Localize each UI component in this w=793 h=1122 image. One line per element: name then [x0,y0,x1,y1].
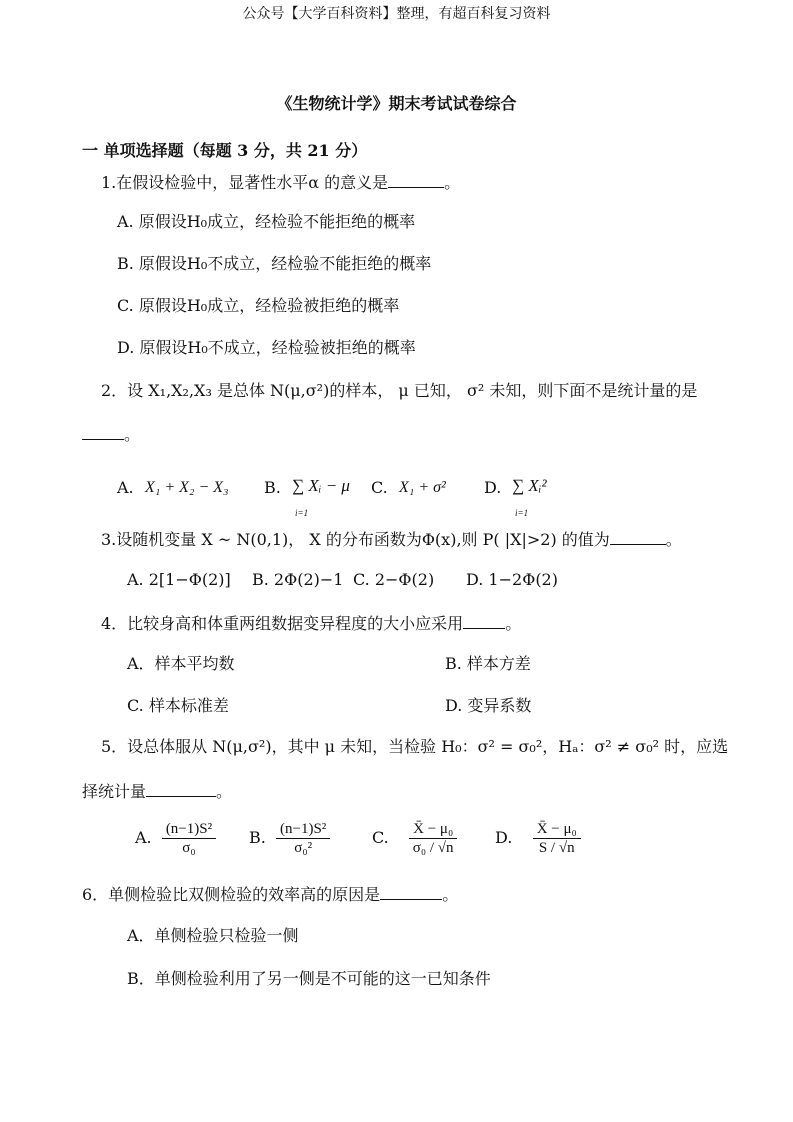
q6-option-b: B．单侧检验利用了另一侧是不可能的这一已知条件 [127,969,491,988]
exam-title: 《生物统计学》期末考试试卷综合 [276,94,517,113]
q5-option-a: A. $\frac{\text{(n−1)S²}}{\text{σ₀}}$ [135,820,216,857]
q2-option-b-label: B. [264,478,281,497]
q2-option-b-index: i=1 [295,508,309,518]
q3-option-b: B. 2Φ(2)−1 [252,570,344,589]
q5-option-d: D. $\frac{\text{X̄ − μ₀}}{S / √n}$ [495,820,581,857]
q2-blank: 。 [82,425,140,445]
q2-option-d: ∑ Xᵢ² [512,476,547,495]
q4-option-c: C. 样本标准差 [127,696,229,715]
section-heading: 一 单项选择题（每题 3 分，共 21 分） [82,141,368,160]
q2-stem: 2．设 X₁,X₂,X₃ 是总体 N(μ,σ²)的样本， μ 已知， σ² 未知，则下面不是统计量的是 [101,381,698,400]
q1-option-c: C. 原假设H₀成立，经检验被拒绝的概率 [117,296,400,315]
q6-option-a: A．单侧检验只检验一侧 [127,926,299,945]
q4-option-b: B. 样本方差 [445,654,531,673]
q3-stem: 3.设随机变量 X ~ N(0,1)， X 的分布函数为Φ(x),则 P( |X|>2) 的值为 。 [101,530,682,549]
q5-option-c: C. $\frac{\text{X̄ − μ₀}}{\text{σ₀ / √n}}$ [372,820,457,857]
q3-option-c: C. 2−Φ(2) [353,570,435,589]
q1-option-a: A. 原假设H₀成立，经检验不能拒绝的概率 [117,212,416,231]
q2-option-c-label: C. [371,478,388,497]
q3-option-a: A. 2[1−Φ(2)] [127,570,231,589]
q4-stem: 4．比较身高和体重两组数据变异程度的大小应采用 。 [101,614,522,633]
q2-option-a-label: A. [117,478,134,497]
q2-option-d-index: i=1 [515,508,529,518]
q2-option-d-label: D. [484,478,502,497]
page-header: 公众号【大学百科资料】整理，有超百科复习资料 [242,6,551,22]
q1-stem: 1.在假设检验中，显著性水平α 的意义是 。 [101,173,461,192]
q4-option-d: D. 变异系数 [445,696,532,715]
q4-option-a: A．样本平均数 [127,654,235,673]
q3-option-d: D. 1−2Φ(2) [466,570,558,589]
q5-stem-line2: 择统计量 。 [82,782,233,801]
q5-stem: 5．设总体服从 N(μ,σ²)，其中 μ 未知，当检验 H₀：σ² = σ₀²，Hₐ：σ² ≠ σ₀² 时，应选 [101,737,729,756]
q1-option-d: D. 原假设H₀不成立，经检验被拒绝的概率 [117,338,416,357]
q2-option-b: ∑ Xᵢ − μ [292,476,350,495]
q2-option-c: X₁ + σ² [399,479,446,496]
q1-option-b: B. 原假设H₀不成立，经检验不能拒绝的概率 [117,254,432,273]
q2-option-a: X₁ + X₂ − X₃ [145,479,229,496]
q5-option-b: B. $\frac{\text{(n−1)S²}}{\text{σ₀²}}$ [249,820,330,857]
q6-stem: 6．单侧检验比双侧检验的效率高的原因是 。 [82,885,459,904]
